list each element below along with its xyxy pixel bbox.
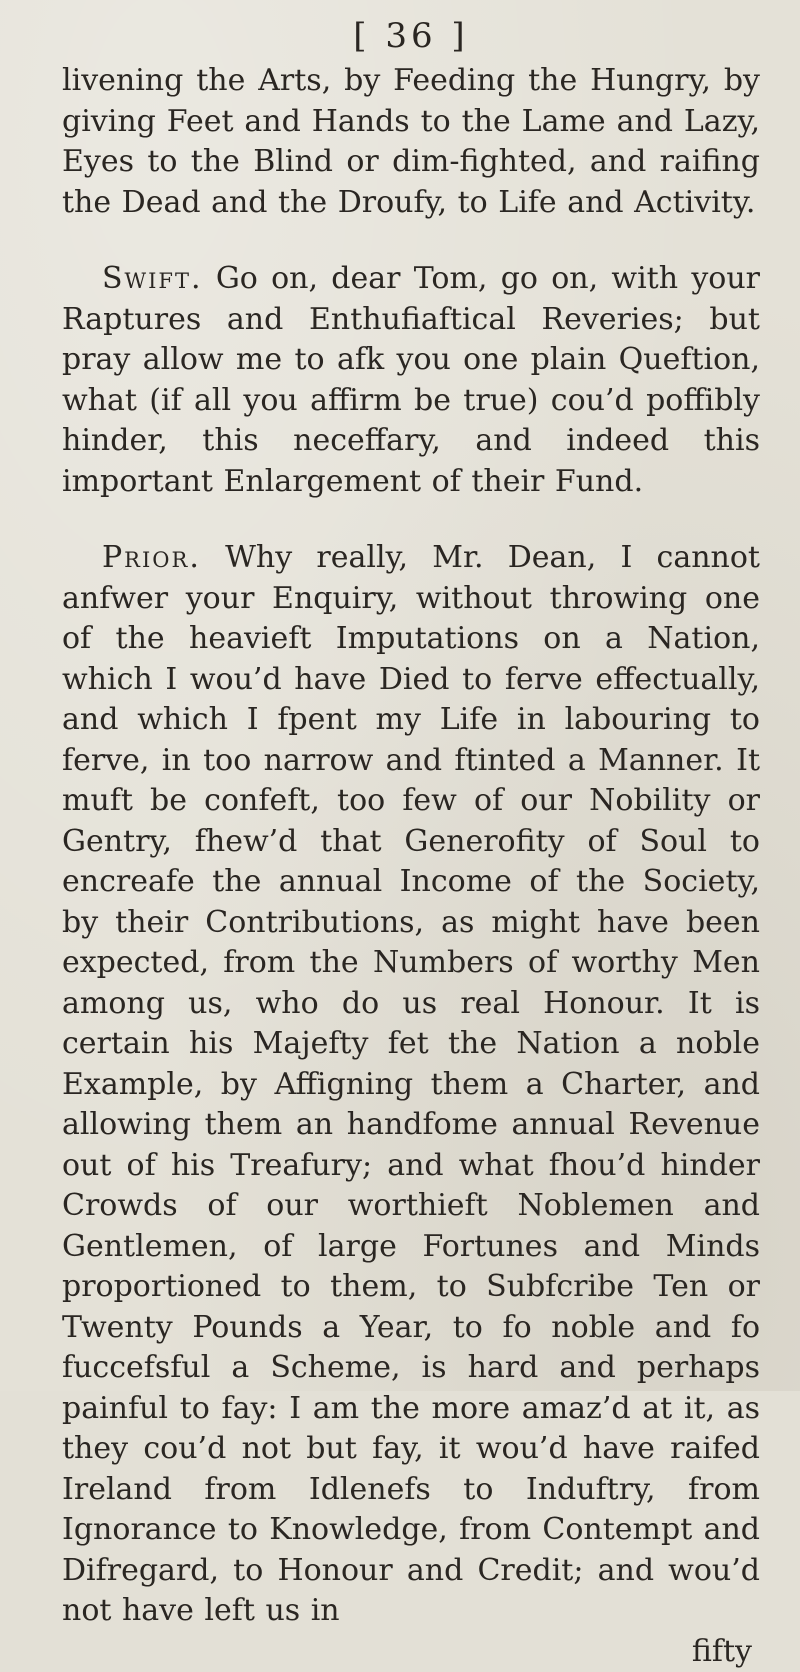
speaker-name: Swift. <box>102 261 203 297</box>
paragraph-continuation <box>62 61 760 223</box>
paragraph-text: Why really, Mr. Dean, I cannot anfwer your Enquiry, without throwing one of the heavieft Imputations on a Nation, which I wou’d have Died to ferve effectually, and which I fpent my Life in labouring to ferve, in too narrow and ftinted a Manner. It muft be confeft, too few of our Nobility or Gentry, fhew’d that Generofity of Soul to encreafe the annual Income of the Society, by their Contributions, as might have been expected, from the Numbers of worthy Men among us, who do us real Honour. It is certain his Majefty fet the Nation a noble Example, by Affigning them a Charter, and allowing them an handfome annual Revenue out of his Treafury; and what fhou’d hinder Crowds of our worthieft Noblemen and Gentlemen, of large Fortunes and Minds proportioned to them, to Subfcribe Ten or Twenty Pounds a Year, to fo noble and fo fuccefsful a Scheme, is hard and perhaps painful to fay: I am the more amaz’d at it, as they cou’d not but fay, it wou’d have raifed Ireland from Idlenefs to Induftry, from Ignorance to Knowledge, from Contempt and Difregard, to Honour and Credit; and wou’d not have left us in <box>62 540 760 1629</box>
page-number: [ 36 ] <box>353 16 469 56</box>
paragraph-swift <box>62 259 760 502</box>
speaker-name: Prior. <box>102 540 201 576</box>
catchword: fifty <box>691 1633 752 1669</box>
paragraph-prior <box>62 538 760 1632</box>
paragraph-text: livening the Arts, by Feeding the Hungry, by giving Feet and Hands to the Lame and Lazy, Eyes to the Blind or dim-fighted, and raifing the Dead and the Droufy, to Life and Activity. <box>62 63 760 220</box>
paragraph-text: Go on, dear Tom, go on, with your Raptures and Enthufiaftical Reveries; but pray allow me to afk you one plain Queftion, what (if all you affirm be true) cou’d poffibly hinder, this neceffary, and indeed this important Enlargement of their Fund. <box>62 261 760 499</box>
